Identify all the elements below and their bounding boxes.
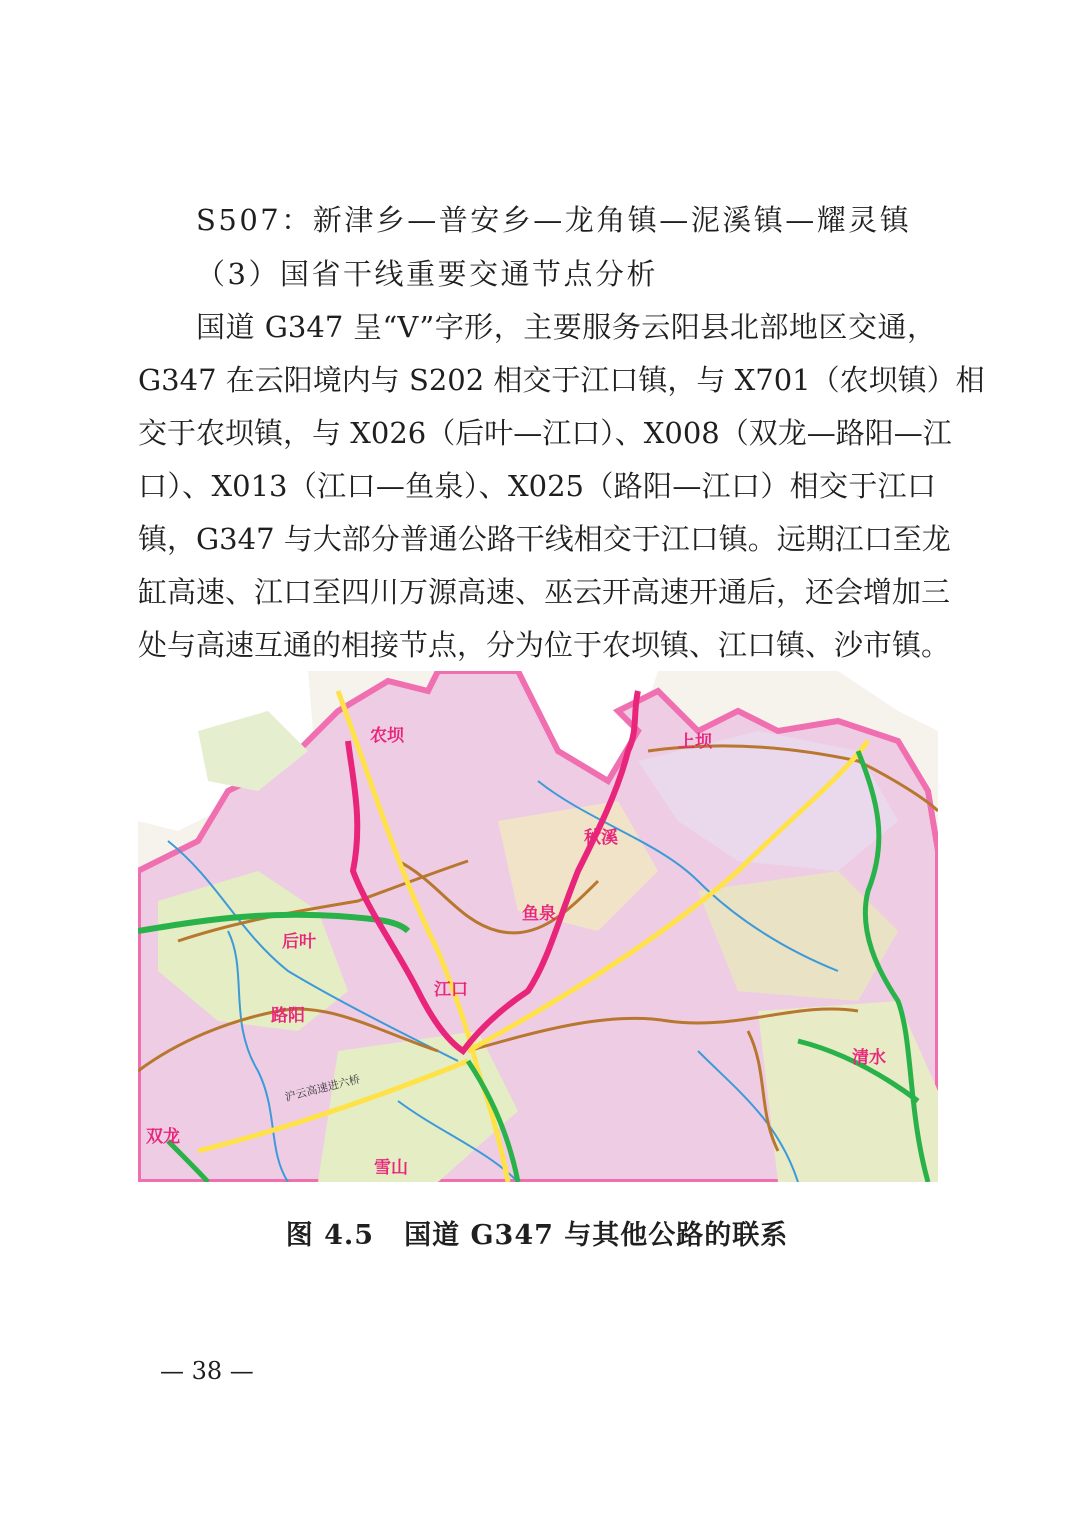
town-label: 鱼泉 <box>522 904 556 924</box>
town-label: 江口 <box>434 980 468 1000</box>
text-line: 交于农坝镇，与 X026（后叶—江口）、X008（双龙—路阳—江 <box>138 416 952 450</box>
town-label: 清水 <box>852 1048 886 1068</box>
text-line: 缸高速、江口至四川万源高速、巫云开高速开通后，还会增加三 <box>138 575 951 609</box>
town-label: 路阳 <box>271 1006 305 1026</box>
figure-number: 图 4.5 <box>285 1220 375 1251</box>
text-line: 口）、X013（江口—鱼泉）、X025（路阳—江口）相交于江口 <box>138 469 936 503</box>
town-label: 秋溪 <box>584 828 618 848</box>
text-line: G347 在云阳境内与 S202 相交于江口镇，与 X701（农坝镇）相 <box>138 363 985 397</box>
text-line: 处与高速互通的相接节点，分为位于农坝镇、江口镇、沙市镇。 <box>138 628 951 662</box>
text-line: 镇，G347 与大部分普通公路干线相交于江口镇。远期江口至龙 <box>138 522 951 556</box>
road-map <box>138 671 938 1182</box>
page-number: — 38 — <box>160 1357 254 1385</box>
text-line: S507：新津乡—普安乡—龙角镇—泥溪镇—耀灵镇 <box>196 203 912 237</box>
town-label: 后叶 <box>282 932 316 952</box>
town-label: 农坝 <box>370 726 404 746</box>
section-heading: （3）国省干线重要交通节点分析 <box>196 257 658 291</box>
town-label: 上坝 <box>678 732 712 752</box>
town-label: 雪山 <box>374 1158 408 1178</box>
road-label: 沪云高速进六桥 <box>283 1072 362 1104</box>
text-line: 国道 G347 呈“V”字形，主要服务云阳县北部地区交通， <box>196 310 936 344</box>
figure-caption <box>0 1213 1074 1252</box>
town-label: 双龙 <box>146 1127 180 1147</box>
figure-title: 国道 G347 与其他公路的联系 <box>404 1220 789 1251</box>
